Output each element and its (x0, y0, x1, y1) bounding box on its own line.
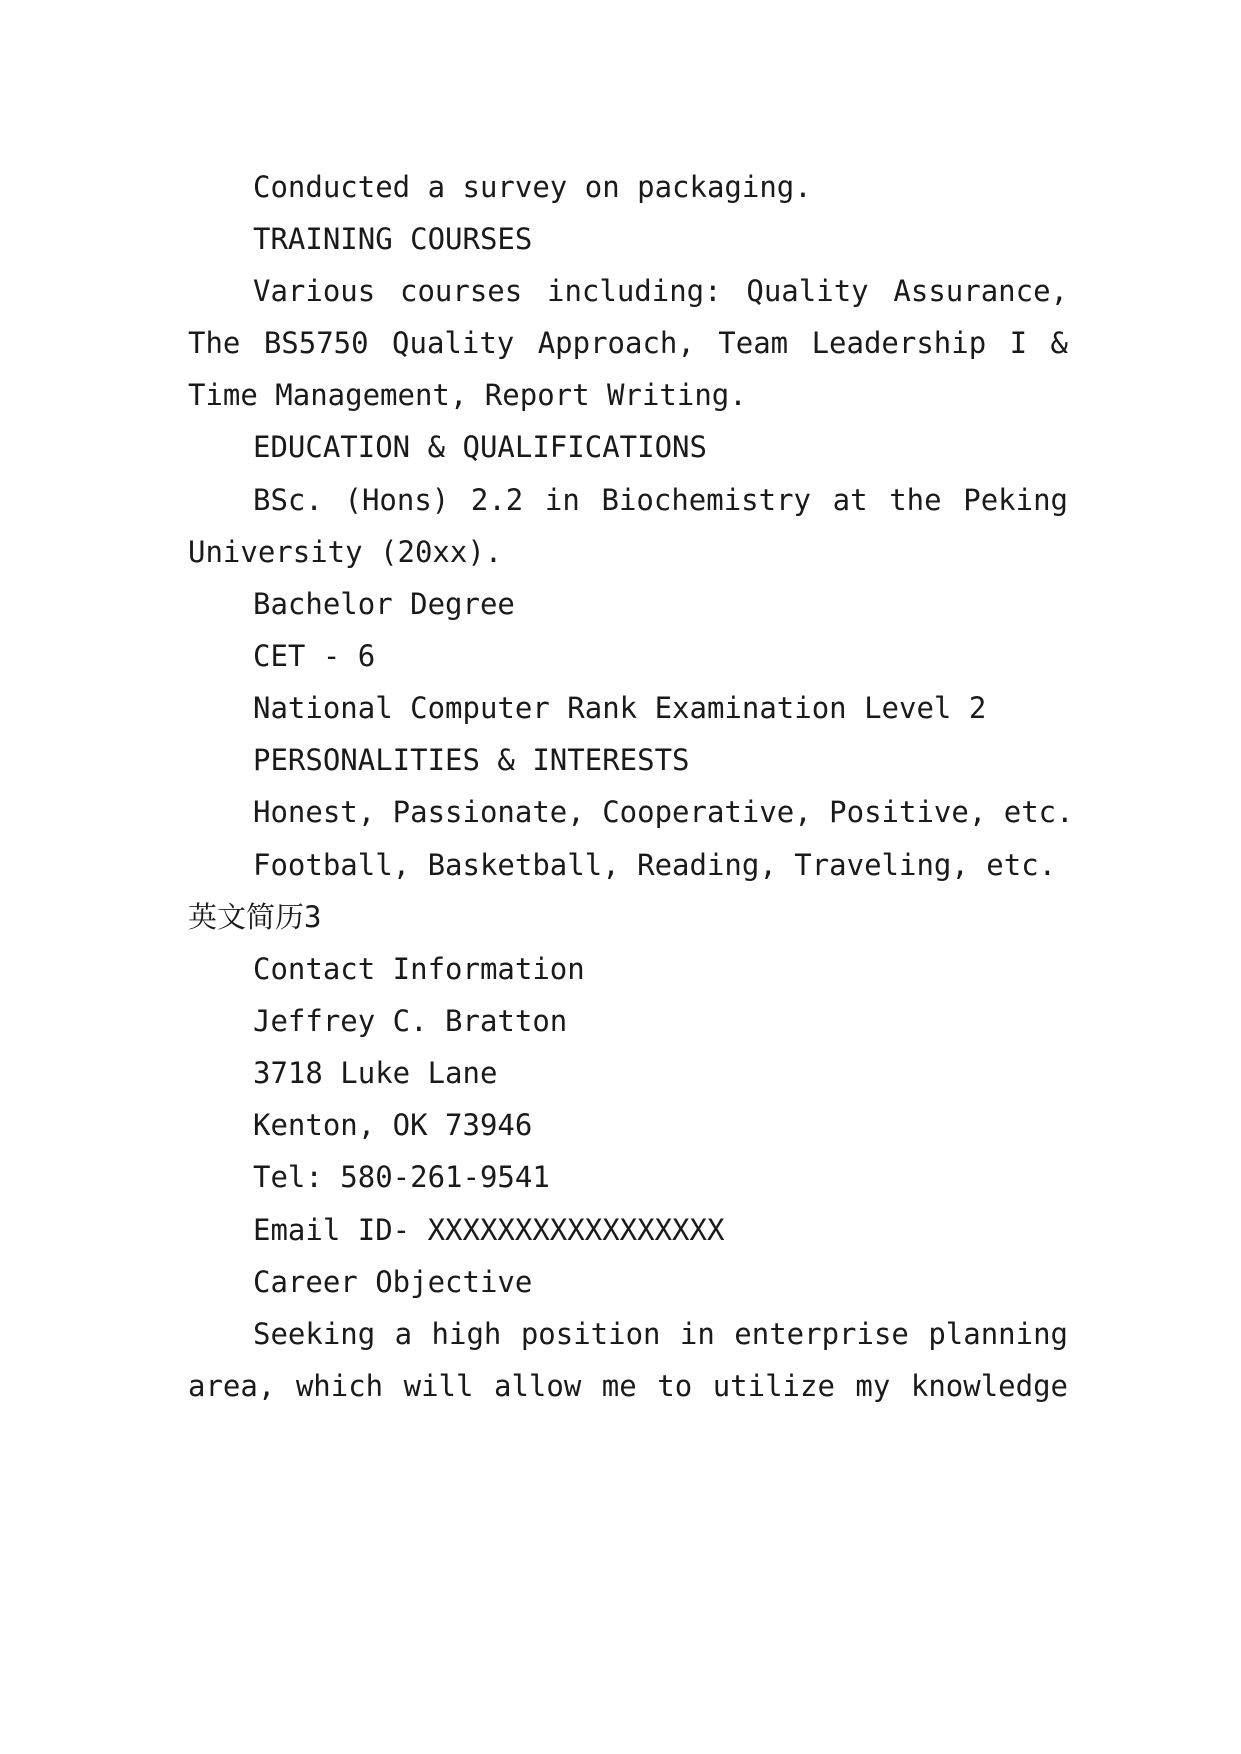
heading-education: EDUCATION & QUALIFICATIONS (253, 430, 707, 464)
text-line-courses: Various courses including: Quality Assurance, (253, 274, 1068, 308)
text-line-university: University (20xx). (188, 535, 503, 569)
text-line-courses-continued: The BS5750 Quality Approach, Team Leadership I & (188, 326, 1068, 360)
text-line-name: Jeffrey C. Bratton (253, 1004, 568, 1038)
text-line-city: Kenton, OK 73946 (253, 1108, 533, 1142)
text-line-interests: Football, Basketball, Reading, Traveling, etc. (253, 848, 1057, 882)
text-line-bachelor: Bachelor Degree (253, 587, 515, 621)
text-line-email: Email ID- XXXXXXXXXXXXXXXXX (253, 1213, 725, 1247)
heading-contact-information: Contact Information (253, 952, 585, 986)
text-line-objective: Seeking a high position in enterprise planning (253, 1317, 1068, 1351)
text-line-phone: Tel: 580-261-9541 (253, 1160, 550, 1194)
text-line-cet: CET - 6 (253, 639, 376, 673)
text-line-objective-continued: area, which will allow me to utilize my knowledge (188, 1369, 1068, 1403)
section-title-resume-3: 英文简历3 (188, 900, 322, 934)
heading-training-courses: TRAINING COURSES (253, 222, 533, 256)
heading-personalities: PERSONALITIES & INTERESTS (253, 743, 690, 777)
heading-career-objective: Career Objective (253, 1265, 533, 1299)
text-line-street: 3718 Luke Lane (253, 1056, 498, 1090)
text-line-degree: BSc. (Hons) 2.2 in Biochemistry at the Peking (253, 483, 1068, 517)
text-line-personality: Honest, Passionate, Cooperative, Positive, etc. (253, 795, 1074, 829)
text-line-courses-end: Time Management, Report Writing. (188, 378, 747, 412)
text-line-survey: Conducted a survey on packaging. (253, 170, 812, 204)
text-line-computer-rank: National Computer Rank Examination Level 2 (253, 691, 987, 725)
